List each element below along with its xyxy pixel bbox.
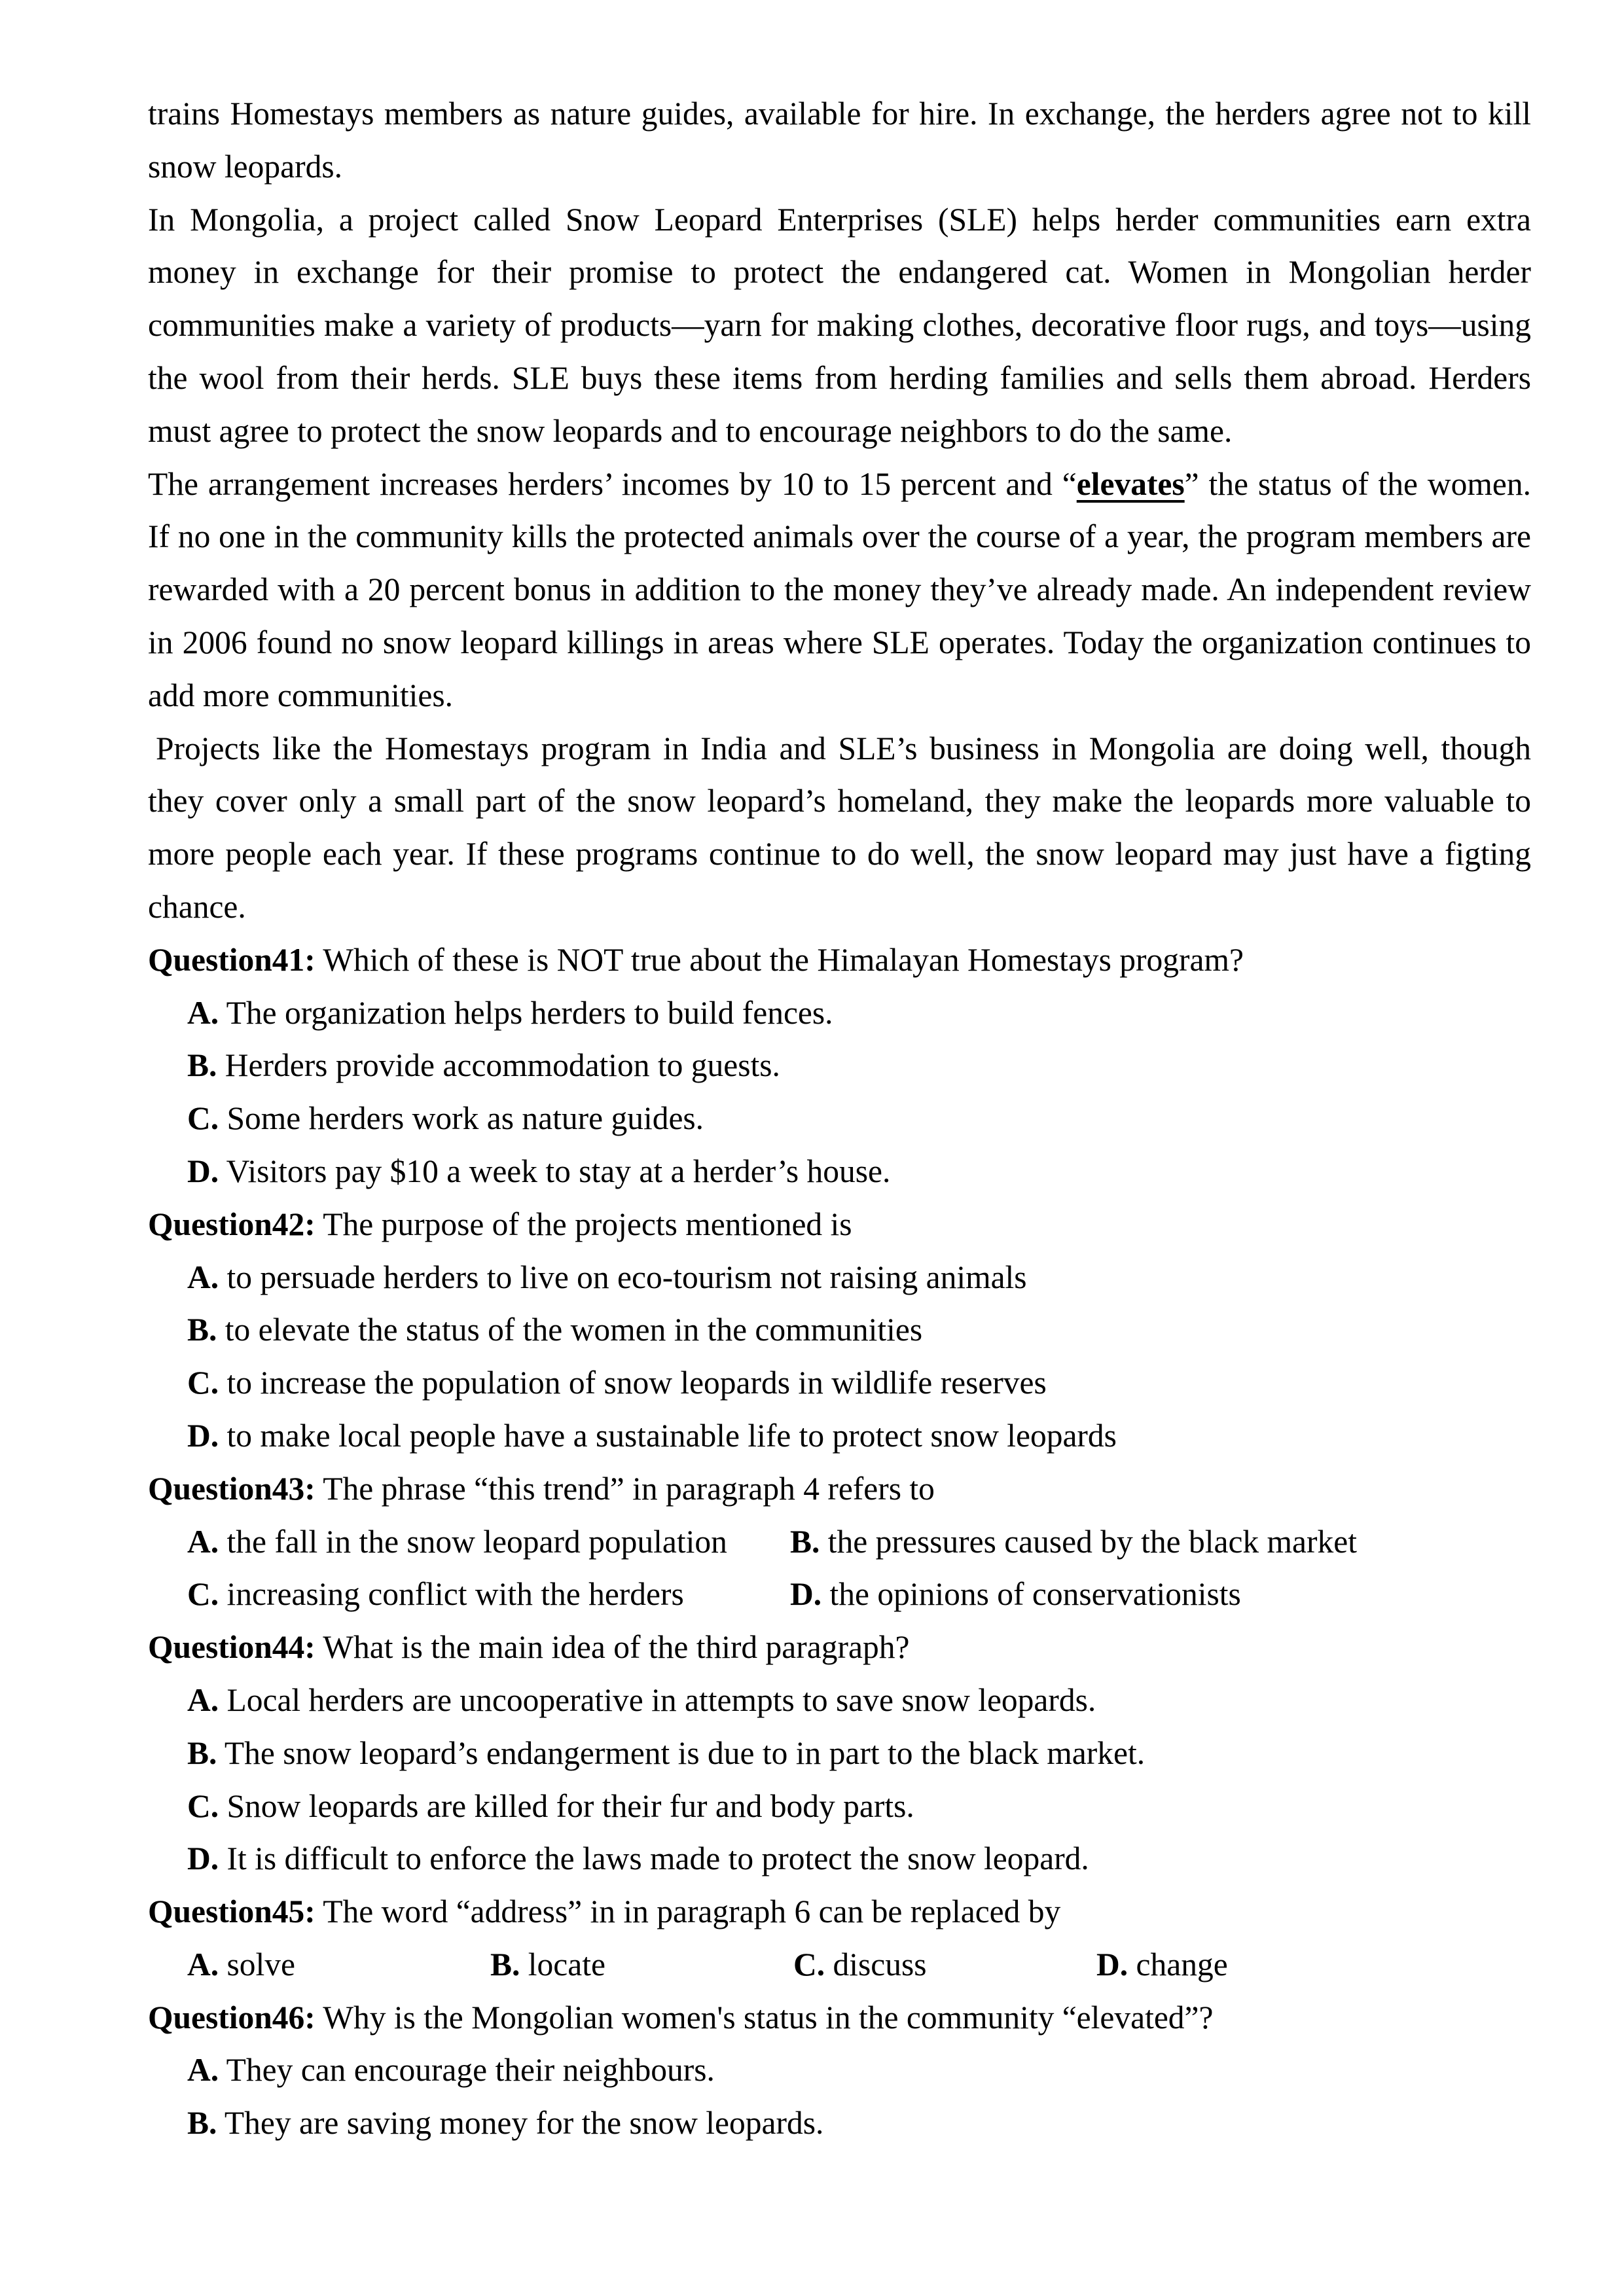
passage-paragraph: In Mongolia, a project called Snow Leopard Enterprises (SLE) helps herder communities earn extra money in exchange for their promise to protect the endangered cat. Women in Mongolian herder communities make a variety of products—yarn for making clothes, decorative floor rugs, and toys—using the wool from their herds. SLE buys these items from herding families and sells them abroad. Herders must agree to protect the snow leopards and to encourage neighbors to do the same. (148, 201, 1531, 449)
option-text: Local herders are uncooperative in attempts to save snow leopards. (219, 1681, 1096, 1718)
option-a (148, 987, 1531, 1040)
option-letter: B. (490, 1946, 520, 1982)
option-letter: A. (187, 2052, 219, 2089)
option-a (148, 1251, 1531, 1304)
question-46 (148, 1992, 1531, 2045)
option-letter: A. (187, 994, 219, 1031)
question-text: Which of these is NOT true about the Himalayan Homestays program? (315, 941, 1244, 978)
passage-paragraph: trains Homestays members as nature guides, available for hire. In exchange, the herders agree not to kill snow leopards. (148, 96, 1531, 185)
option-d (1096, 1939, 1399, 1992)
option-letter: B. (187, 1312, 217, 1348)
option-c (793, 1939, 1096, 1992)
paragraph-text: ” the status of the women. If no one in the community kills the protected animals over the course of a year, the program members are rewarded with a 20 percent bonus in addition to the money they’ve already made. An independent review in 2006 found no snow leopard killings in areas where SLE operates. Today the organization continues to add more communities. (148, 465, 1531, 713)
highlighted-word: elevates (1076, 465, 1185, 502)
option-text: change (1128, 1946, 1228, 1982)
option-row (148, 1568, 1531, 1621)
option-d (148, 1145, 1531, 1198)
option-letter: C. (187, 1100, 219, 1137)
paragraph-text: The arrangement increases herders’ incomes by 10 to 15 percent and “ (148, 465, 1077, 502)
document-page (148, 88, 1531, 2150)
option-letter: C. (793, 1946, 825, 1982)
option-row (148, 1516, 1531, 1569)
passage-paragraph (148, 458, 1531, 723)
option-text: Herders provide accommodation to guests. (217, 1047, 780, 1084)
option-letter: A. (187, 1946, 219, 1982)
option-text: They are saving money for the snow leopards. (217, 2105, 824, 2142)
option-c (148, 1357, 1531, 1410)
option-letter: D. (187, 1840, 219, 1877)
question-45 (148, 1886, 1531, 1939)
option-letter: B. (187, 2105, 217, 2142)
question-label: Question41: (148, 941, 316, 978)
question-label: Question43: (148, 1470, 316, 1507)
option-b (790, 1516, 1393, 1569)
option-text: to increase the population of snow leopards in wildlife reserves (219, 1365, 1047, 1401)
option-b (490, 1939, 793, 1992)
option-d (790, 1568, 1393, 1621)
question-label: Question45: (148, 1893, 316, 1930)
option-letter: A. (187, 1681, 219, 1718)
option-a (148, 2044, 1531, 2097)
option-letter: C. (187, 1787, 219, 1824)
question-text: Why is the Mongolian women's status in the community “elevated”? (315, 1999, 1214, 2036)
question-42 (148, 1198, 1531, 1251)
question-text: What is the main idea of the third paragraph? (315, 1629, 910, 1666)
option-text: increasing conflict with the herders (219, 1576, 684, 1613)
option-text: locate (520, 1946, 605, 1982)
option-text: to persuade herders to live on eco-tourism not raising animals (219, 1259, 1027, 1295)
option-a (187, 1939, 490, 1992)
option-text: discuss (825, 1946, 927, 1982)
option-text: The organization helps herders to build fences. (219, 994, 833, 1031)
option-letter: D. (1096, 1946, 1128, 1982)
option-b (148, 1304, 1531, 1357)
option-text: The snow leopard’s endangerment is due to in part to the black market. (217, 1734, 1146, 1771)
passage-paragraph: Projects like the Homestays program in India and SLE’s business in Mongolia are doing well, though they cover only a small part of the snow leopard’s homeland, they make the leopards more valuable to more people each year. If these programs continue to do well, the snow leopard may just have a figting chance. (148, 730, 1531, 925)
question-label: Question46: (148, 1999, 316, 2036)
question-text: The word “address” in in paragraph 6 can be replaced by (315, 1893, 1061, 1930)
option-letter: D. (187, 1417, 219, 1454)
question-text: The purpose of the projects mentioned is (315, 1206, 852, 1242)
option-letter: A. (187, 1259, 219, 1295)
question-41 (148, 934, 1531, 987)
option-letter: B. (187, 1047, 217, 1084)
option-row (148, 1939, 1531, 1992)
option-letter: D. (187, 1153, 219, 1189)
question-label: Question44: (148, 1629, 316, 1666)
option-text: Snow leopards are killed for their fur and body parts. (219, 1787, 914, 1824)
option-letter: C. (187, 1365, 219, 1401)
option-letter: B. (187, 1734, 217, 1771)
question-44 (148, 1621, 1531, 1674)
option-d (148, 1833, 1531, 1886)
option-text: Visitors pay $10 a week to stay at a herder’s house. (219, 1153, 891, 1189)
option-text: They can encourage their neighbours. (219, 2052, 715, 2089)
option-text: the opinions of conservationists (821, 1576, 1241, 1613)
option-letter: B. (790, 1523, 820, 1560)
option-text: Some herders work as nature guides. (219, 1100, 704, 1137)
option-c (187, 1568, 790, 1621)
option-text: solve (219, 1946, 295, 1982)
option-c (148, 1092, 1531, 1145)
option-d (148, 1410, 1531, 1463)
option-a (148, 1674, 1531, 1727)
option-text: the pressures caused by the black market (820, 1523, 1357, 1560)
question-43 (148, 1463, 1531, 1516)
question-label: Question42: (148, 1206, 316, 1242)
option-text: the fall in the snow leopard population (219, 1523, 727, 1560)
option-a (187, 1516, 790, 1569)
option-b (148, 1039, 1531, 1092)
option-b (148, 2097, 1531, 2150)
option-b (148, 1727, 1531, 1780)
option-letter: C. (187, 1576, 219, 1613)
option-letter: A. (187, 1523, 219, 1560)
option-text: It is difficult to enforce the laws made to protect the snow leopard. (219, 1840, 1089, 1877)
option-text: to elevate the status of the women in the communities (217, 1312, 923, 1348)
question-text: The phrase “this trend” in paragraph 4 refers to (315, 1470, 935, 1507)
option-letter: D. (790, 1576, 822, 1613)
option-c (148, 1780, 1531, 1833)
option-text: to make local people have a sustainable life to protect snow leopards (219, 1417, 1117, 1454)
